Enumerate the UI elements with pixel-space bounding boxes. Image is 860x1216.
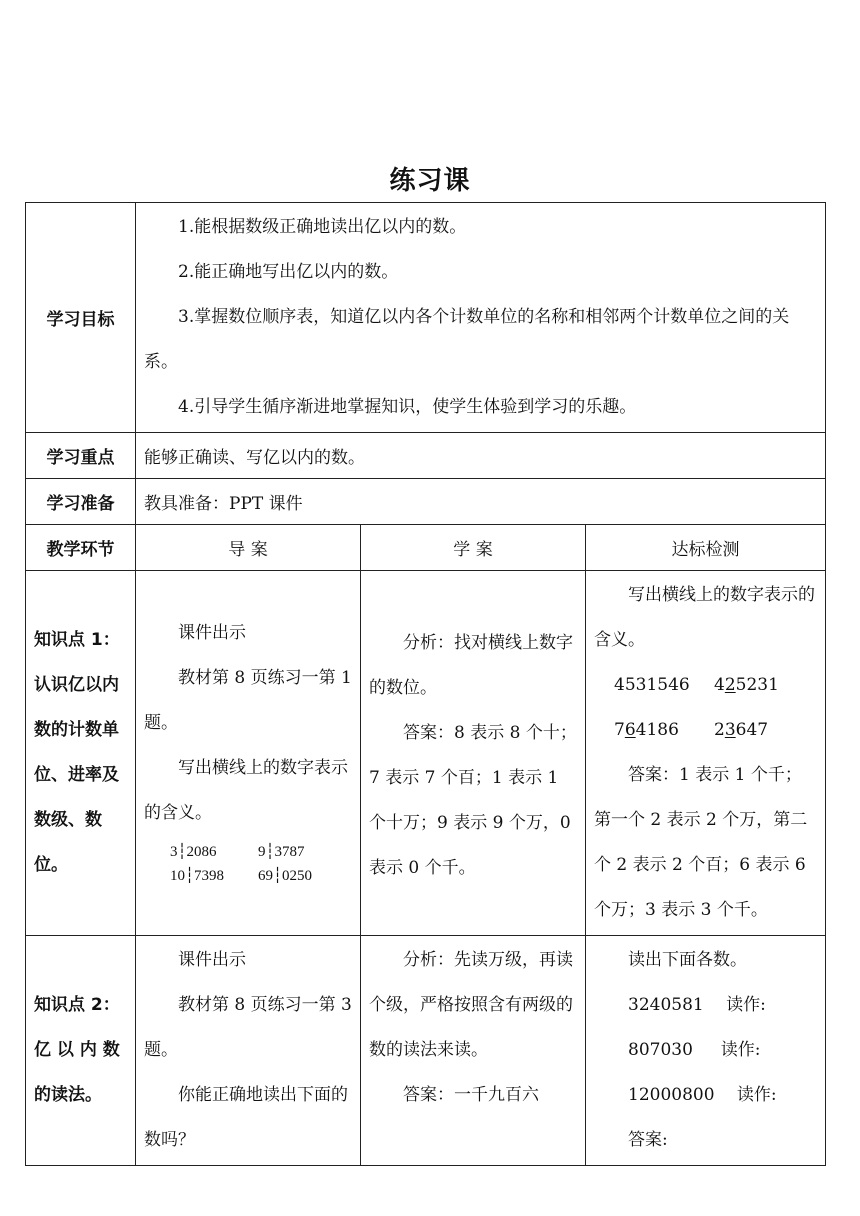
kp2-guide-line: 教材第 8 页练习一第 3 题。	[144, 995, 352, 1060]
figure-number: 10┆7398	[170, 868, 225, 884]
figure-number: 9┆3787	[258, 844, 305, 860]
kp1-check-numbers	[594, 663, 817, 708]
kp2-label: 知识点 2：亿 以 内 数的读法。	[26, 936, 136, 1166]
kp2-study-line: 分析：先读万级，再读个级，严格按照含有两级的数的读法来读。	[369, 950, 573, 1060]
section-header-row	[26, 525, 826, 571]
kp2-check-item: 807030 读作:	[628, 1040, 761, 1060]
study-header: 学 案	[361, 525, 586, 571]
objectives-row	[26, 203, 826, 433]
kp2-guide-line: 课件出示	[178, 950, 246, 970]
focus-text: 能够正确读、写亿以内的数。	[136, 433, 826, 479]
kp1-guide-line: 写出横线上的数字表示的含义。	[144, 758, 348, 823]
prep-text: 教具准备：PPT 课件	[136, 479, 826, 525]
objectives-label: 学习目标	[26, 203, 136, 433]
focus-label: 学习重点	[26, 433, 136, 479]
kp1-guide-line: 课件出示	[178, 623, 246, 643]
number-item: 764186	[614, 720, 679, 740]
objective-item: 3.掌握数位顺序表，知道亿以内各个计数单位的名称和相邻两个计数单位之间的关系。	[144, 307, 790, 372]
figure-number: 69┆0250	[258, 868, 313, 884]
kp2-check-item: 答案:	[628, 1130, 668, 1150]
prep-label: 学习准备	[26, 479, 136, 525]
guide-header: 导 案	[136, 525, 361, 571]
prep-row	[26, 479, 826, 525]
kp2-study	[361, 936, 586, 1166]
kp1-row	[26, 571, 826, 936]
kp2-guide	[136, 936, 361, 1166]
objectives-content	[136, 203, 826, 433]
number-item: 4531546	[614, 675, 690, 695]
kp2-check	[586, 936, 826, 1166]
kp1-label: 知识点 1：认识亿以内数的计数单位、进率及数级、数位。	[26, 571, 136, 936]
textbook-figure	[144, 840, 352, 888]
number-item: 23647	[714, 720, 769, 740]
kp2-check-item: 12000800 读作:	[628, 1085, 777, 1105]
kp2-row	[26, 936, 826, 1166]
kp1-check	[586, 571, 826, 936]
kp2-check-intro: 读出下面各数。	[628, 950, 747, 970]
page-title: 练习课	[389, 166, 471, 196]
section-label: 教学环节	[26, 525, 136, 571]
objective-item: 4.引导学生循序渐进地掌握知识，使学生体验到学习的乐趣。	[178, 397, 637, 417]
kp1-guide	[136, 571, 361, 936]
objective-item: 1.能根据数级正确地读出亿以内的数。	[178, 217, 467, 237]
kp1-study-line: 答案：8 表示 8 个十；7 表示 7 个百；1 表示 1 个十万；9 表示 9 个万，0 表示 0 个千。	[369, 723, 577, 878]
kp1-check-numbers	[594, 708, 817, 753]
kp1-check-answer: 答案：1 表示 1 个千；第一个 2 表示 2 个万，第二个 2 表示 2 个百；6 表示 6 个万；3 表示 3 个千。	[594, 765, 808, 920]
lesson-table	[25, 202, 826, 1166]
number-item: 425231	[714, 675, 779, 695]
check-header: 达标检测	[586, 525, 826, 571]
objective-item: 2.能正确地写出亿以内的数。	[178, 262, 399, 282]
kp1-guide-line: 教材第 8 页练习一第 1 题。	[144, 668, 352, 733]
focus-row	[26, 433, 826, 479]
kp1-study-line: 分析：找对横线上数字的数位。	[369, 633, 573, 698]
kp2-study-line: 答案：一千九百六	[403, 1085, 539, 1105]
kp1-check-intro: 写出横线上的数字表示的含义。	[594, 585, 815, 650]
kp2-guide-line: 你能正确地读出下面的数吗？	[144, 1085, 348, 1150]
kp1-study	[361, 571, 586, 936]
figure-number: 3┆2086	[170, 844, 217, 860]
kp2-check-item: 3240581 读作:	[628, 995, 766, 1015]
